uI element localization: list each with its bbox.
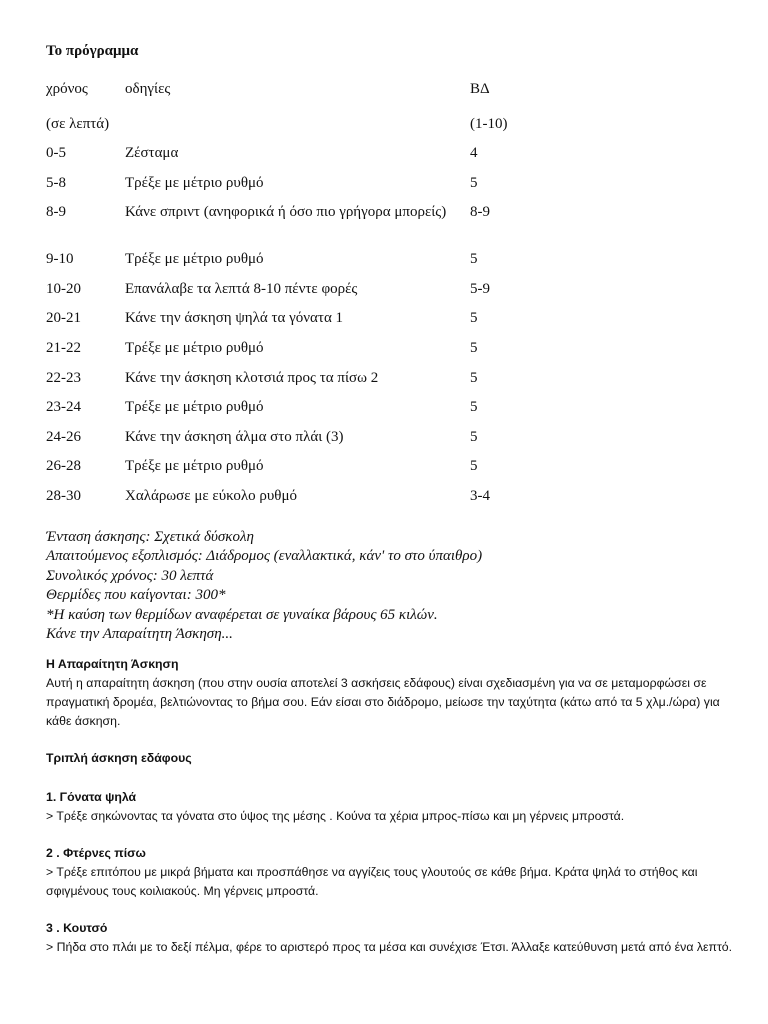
- row-instruction: Κάνε σπριντ (ανηφορικά ή όσο πιο γρήγορα μπορείς): [125, 204, 447, 221]
- row-rpe: 5: [470, 174, 478, 191]
- row-time: 22-23: [46, 369, 81, 386]
- row-rpe: 5: [470, 458, 478, 475]
- row-instruction: Τρέξε με μέτριο ρυθμό: [125, 251, 264, 268]
- page-title: Το πρόγραμμα: [46, 43, 139, 59]
- row-time: 24-26: [46, 428, 81, 445]
- exercise-item: [46, 844, 736, 901]
- rpe-column-header: ΒΔ: [470, 81, 490, 97]
- table-row: [46, 280, 726, 310]
- essential-exercise-section: [46, 655, 736, 731]
- row-rpe: 3-4: [470, 487, 490, 504]
- row-time: 20-21: [46, 310, 81, 327]
- table-row: [46, 487, 726, 517]
- exercise-heading: 3 . Κουτσό: [46, 921, 108, 935]
- row-time: 9-10: [46, 251, 74, 268]
- equipment-note: Απαιτούμενος εξοπλισμός: Διάδρομος (εναλλακτικά, κάν' το στο ύπαιθρο): [46, 548, 483, 565]
- row-rpe: 5: [470, 251, 478, 268]
- row-instruction: Επανάλαβε τα λεπτά 8-10 πέντε φορές: [125, 280, 358, 297]
- essential-exercise-body: Αυτή η απαραίτητη άσκηση (που στην ουσία αποτελεί 3 ασκήσεις εδάφους) είναι σχεδιασμένη για να σε μεταμορφώσει σε πραγματική δρομέα, βελτιώνοντας το βήμα σου. Εάν είσαι στο διάδρομο, μείωσε την ταχύτητα (κάτω από τα 5 χλμ./ώρα) για κάθε άσκηση.: [46, 676, 720, 728]
- row-rpe: 5: [470, 310, 478, 327]
- row-instruction: Τρέξε με μέτριο ρυθμό: [125, 339, 264, 356]
- table-row: [46, 428, 726, 458]
- exercise-heading: 2 . Φτέρνες πίσω: [46, 846, 146, 860]
- row-rpe: 8-9: [470, 204, 490, 221]
- row-instruction: Κάνε την άσκηση κλοτσιά προς τα πίσω 2: [125, 369, 379, 386]
- row-instruction: Τρέξε με μέτριο ρυθμό: [125, 399, 264, 416]
- row-time: 10-20: [46, 280, 81, 297]
- essential-exercise-heading: Η Απαραίτητη Άσκηση: [46, 657, 179, 671]
- table-row: [46, 309, 726, 339]
- total-time-note: Συνολικός χρόνος: 30 λεπτά: [46, 567, 214, 584]
- table-row: [46, 144, 726, 174]
- row-instruction: Τρέξε με μέτριο ρυθμό: [125, 458, 264, 475]
- exercise-heading: 1. Γόνατα ψηλά: [46, 790, 137, 804]
- table-row: [46, 203, 726, 250]
- row-time: 5-8: [46, 174, 66, 191]
- intensity-note: Ένταση άσκησης: Σχετικά δύσκολη: [46, 529, 254, 545]
- exercise-body: > Πήδα στο πλάι με το δεξί πέλμα, φέρε το αριστερό προς τα μέσα και συνέχισε Έτσι. Άλλαξε κατεύθυνση μετά από ένα λεπτό.: [46, 940, 733, 954]
- table-subheader-row: [46, 115, 726, 144]
- time-column-header: χρόνος: [46, 81, 88, 97]
- row-time: 0-5: [46, 145, 66, 161]
- row-rpe: 5: [470, 399, 478, 416]
- row-rpe: 5: [470, 339, 478, 356]
- calories-note: Θερμίδες που καίγονται: 300*: [46, 587, 226, 604]
- time-unit-label: (σε λεπτά): [46, 116, 110, 132]
- row-instruction: Κάνε την άσκηση άλμα στο πλάι (3): [125, 428, 344, 445]
- row-rpe: 4: [470, 145, 478, 161]
- triple-exercise-heading: Τριπλή άσκηση εδάφους: [46, 751, 192, 765]
- row-instruction: Χαλάρωσε με εύκολο ρυθμό: [125, 487, 298, 504]
- table-row: [46, 457, 726, 487]
- exercise-item: [46, 788, 736, 826]
- row-time: 26-28: [46, 458, 81, 475]
- table-row: [46, 339, 726, 369]
- row-instruction: Ζέσταμα: [125, 145, 179, 161]
- row-time: 28-30: [46, 487, 81, 504]
- instructions-column-header: οδηγίες: [125, 81, 171, 97]
- exercise-body: > Τρέξε σηκώνοντας τα γόνατα στο ύψος της μέσης . Κούνα τα χέρια μπρος-πίσω και μη γέρνεις μπροστά.: [46, 809, 625, 823]
- rpe-scale-label: (1-10): [470, 116, 508, 132]
- calories-footnote: *Η καύση των θερμίδων αναφέρεται σε γυναίκα βάρους 65 κιλών.: [46, 606, 438, 623]
- exercise-body: > Τρέξε επιτόπου με μικρά βήματα και προσπάθησε να αγγίζεις τους γλουτούς σε κάθε βήμα. Κράτα ψηλά το στήθος και σφιγμένους τους κοιλιακούς. Μη γέρνεις μπροστά.: [46, 865, 698, 898]
- table-row: [46, 369, 726, 399]
- row-time: 8-9: [46, 204, 66, 221]
- table-row: [46, 398, 726, 428]
- row-time: 23-24: [46, 399, 81, 416]
- essential-exercise-note: Κάνε την Απαραίτητη Άσκηση...: [46, 626, 233, 643]
- exercise-item: [46, 919, 736, 957]
- table-row: [46, 250, 726, 280]
- row-rpe: 5: [470, 428, 478, 445]
- table-row: [46, 174, 726, 204]
- row-instruction: Τρέξε με μέτριο ρυθμό: [125, 174, 264, 191]
- triple-exercise-section: [46, 749, 736, 768]
- row-rpe: 5-9: [470, 280, 490, 297]
- table-header-row: [46, 80, 726, 115]
- row-instruction: Κάνε την άσκηση ψηλά τα γόνατα 1: [125, 310, 344, 327]
- row-time: 21-22: [46, 339, 81, 356]
- row-rpe: 5: [470, 369, 478, 386]
- workout-table: [46, 80, 726, 517]
- workout-notes: [46, 528, 482, 644]
